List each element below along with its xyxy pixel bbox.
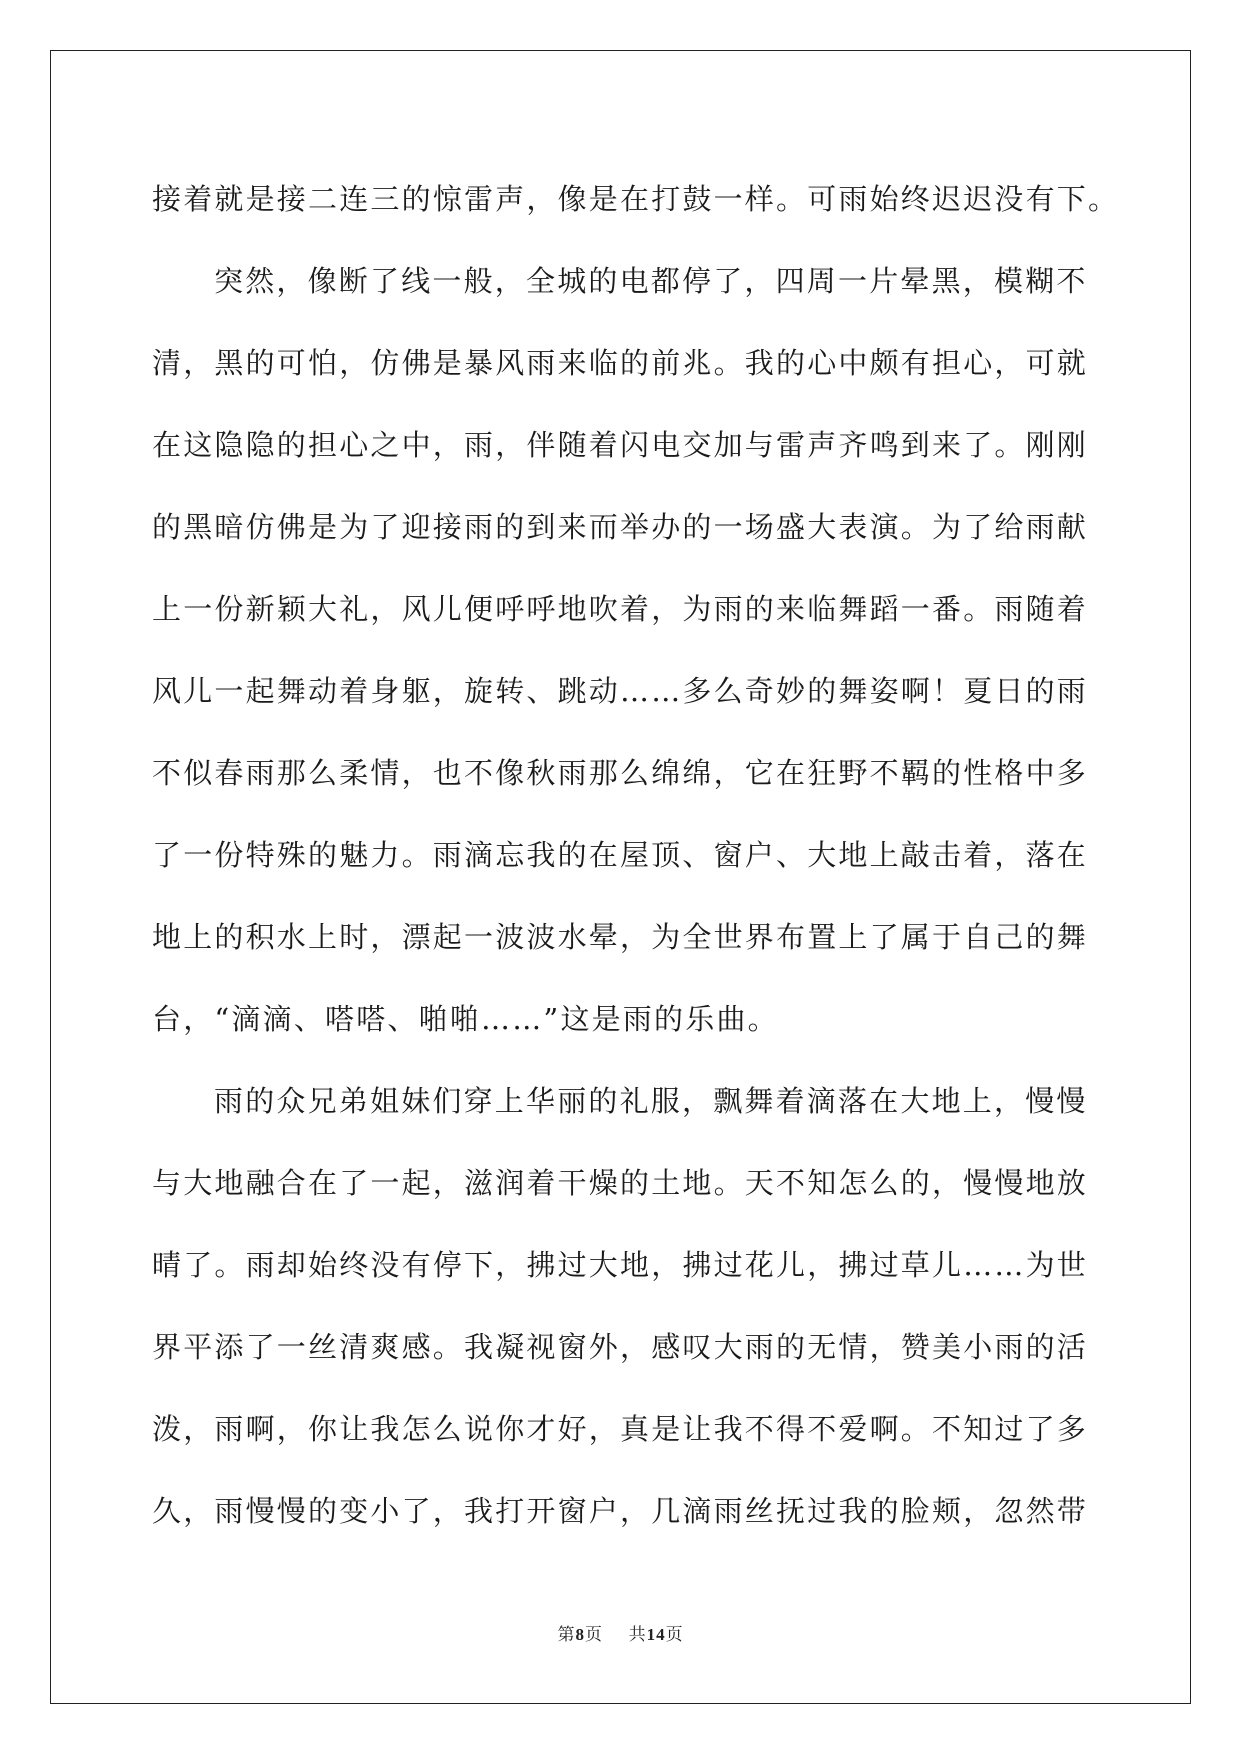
text-line-7: 风儿一起舞动着身躯，旋转、跳动……多么奇妙的舞姿啊！夏日的雨: [152, 674, 1089, 708]
text-line-3: 清，黑的可怕，仿佛是暴风雨来临的前兆。我的心中颇有担心，可就: [152, 346, 1089, 380]
text-line-6: 上一份新颖大礼，风儿便呼呼地吹着，为雨的来临舞蹈一番。雨随着: [152, 592, 1089, 626]
page-prefix: 第: [557, 1625, 576, 1645]
text-line-15: 界平添了一丝清爽感。我凝视窗外，感叹大雨的无情，赞美小雨的活: [152, 1330, 1089, 1364]
text-line-17: 久，雨慢慢的变小了，我打开窗户，几滴雨丝抚过我的脸颊，忽然带: [152, 1494, 1089, 1528]
document-body: [152, 158, 1120, 1552]
page-number: 8: [575, 1625, 585, 1644]
text-line-10: 地上的积水上时，漂起一波波水晕，为全世界布置上了属于自己的舞: [152, 920, 1089, 954]
text-line-13: 与大地融合在了一起，滋润着干燥的土地。天不知怎么的，慢慢地放: [152, 1166, 1089, 1200]
total-suffix: 页: [665, 1625, 684, 1645]
text-line-9: 了一份特殊的魅力。雨滴忘我的在屋顶、窗户、大地上敲击着，落在: [152, 838, 1089, 872]
text-line-14: 晴了。雨却始终没有停下，拂过大地，拂过花儿，拂过草儿……为世: [152, 1248, 1089, 1282]
total-prefix: 共: [628, 1625, 647, 1645]
page-suffix: 页: [584, 1625, 603, 1645]
text-line-5: 的黑暗仿佛是为了迎接雨的到来而举办的一场盛大表演。为了给雨献: [152, 510, 1089, 544]
text-line-16: 泼，雨啊，你让我怎么说你才好，真是让我不得不爱啊。不知过了多: [152, 1412, 1089, 1446]
text-line-8: 不似春雨那么柔情，也不像秋雨那么绵绵，它在狂野不羁的性格中多: [152, 756, 1089, 790]
page-footer: [0, 1620, 1241, 1645]
text-line-11: 台，“滴滴、嗒嗒、啪啪……”这是雨的乐曲。: [152, 1002, 779, 1036]
text-line-1: 接着就是接二连三的惊雷声，像是在打鼓一样。可雨始终迟迟没有下。: [152, 182, 1120, 216]
text-line-4: 在这隐隐的担心之中，雨，伴随着闪电交加与雷声齐鸣到来了。刚刚: [152, 428, 1089, 462]
text-line-12: 雨的众兄弟姐妹们穿上华丽的礼服，飘舞着滴落在大地上，慢慢: [214, 1084, 1088, 1118]
total-pages: 14: [646, 1625, 666, 1644]
text-line-2: 突然，像断了线一般，全城的电都停了，四周一片晕黑，模糊不: [214, 264, 1088, 298]
